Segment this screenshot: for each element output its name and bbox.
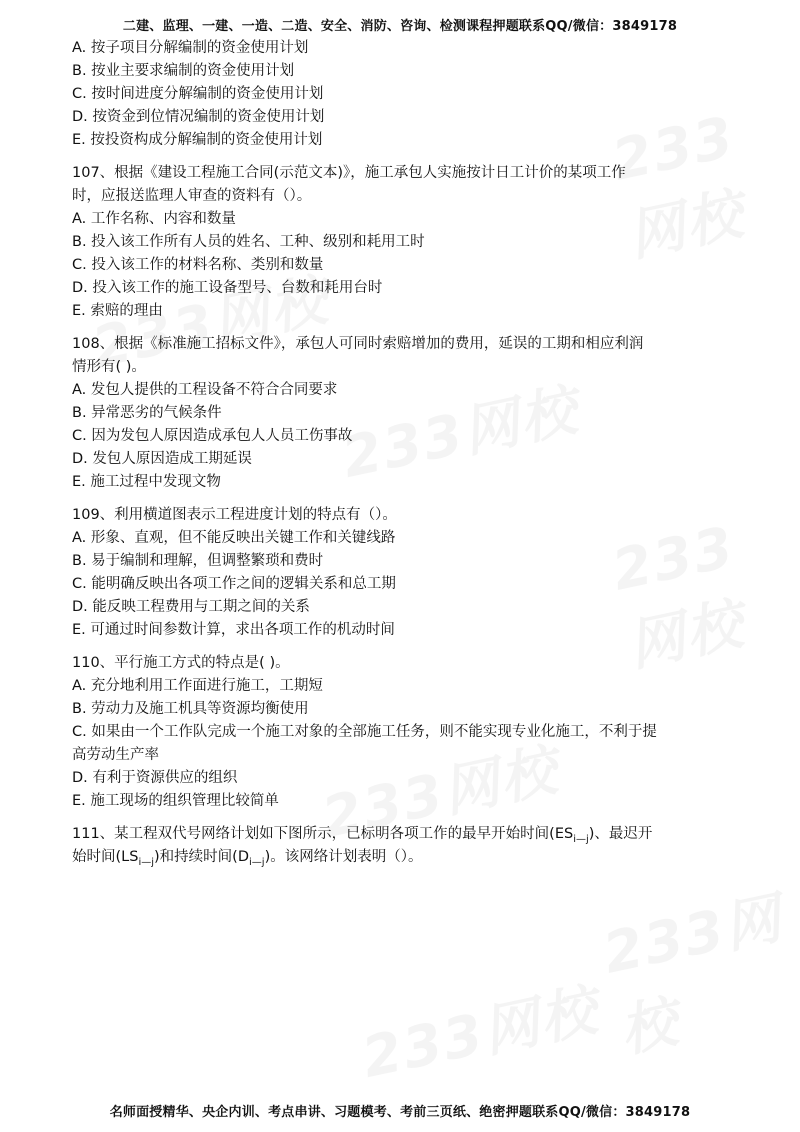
subscript: i—j — [249, 856, 265, 868]
option: E. 施工现场的组织管理比较简单 — [72, 793, 279, 809]
question-stem: 110、平行施工方式的特点是( )。 — [72, 655, 290, 671]
option: D. 按资金到位情况编制的资金使用计划 — [72, 109, 325, 125]
option: A. 形象、直观，但不能反映出关键工作和关键线路 — [72, 530, 396, 546]
option: A. 充分地利用工作面进行施工，工期短 — [72, 678, 323, 694]
option: 高劳动生产率 — [72, 747, 159, 763]
document-body — [72, 37, 762, 869]
option: E. 索赔的理由 — [72, 303, 163, 319]
page-footer: 名师面授精华、央企内训、考点串讲、习题模考、考前三页纸、绝密押题联系QQ/微信：3849178 — [109, 1105, 691, 1120]
option: B. 劳动力及施工机具等资源均衡使用 — [72, 701, 309, 717]
option: D. 能反映工程费用与工期之间的关系 — [72, 599, 310, 615]
question-107 — [72, 162, 762, 323]
option: D. 有利于资源供应的组织 — [72, 770, 238, 786]
option: D. 投入该工作的施工设备型号、台数和耗用台时 — [72, 280, 383, 296]
option: B. 易于编制和理解，但调整繁琐和费时 — [72, 553, 324, 569]
option: C. 按时间进度分解编制的资金使用计划 — [72, 86, 324, 102]
option: B. 按业主要求编制的资金使用计划 — [72, 63, 295, 79]
question-stem: 情形有( )。 — [72, 359, 146, 375]
option: A. 按子项目分解编制的资金使用计划 — [72, 40, 309, 56]
question-108 — [72, 333, 762, 494]
question-109 — [72, 504, 762, 642]
question-stem: 107、根据《建设工程施工合同(示范文本)》，施工承包人实施按计日工计价的某项工作 — [72, 165, 626, 181]
option: C. 投入该工作的材料名称、类别和数量 — [72, 257, 324, 273]
watermark — [595, 872, 800, 1068]
option: D. 发包人原因造成工期延误 — [72, 451, 252, 467]
watermark — [354, 966, 604, 1094]
question-110 — [72, 652, 762, 813]
subscript: i—j — [573, 833, 589, 845]
option: B. 异常恶劣的气候条件 — [72, 405, 222, 421]
prev-question-options — [72, 37, 762, 152]
question-stem: 108、根据《标准施工招标文件》，承包人可同时索赔增加的费用，延误的工期和相应利润 — [72, 336, 644, 352]
option: E. 施工过程中发现文物 — [72, 474, 221, 490]
option: C. 能明确反映出各项工作之间的逻辑关系和总工期 — [72, 576, 396, 592]
stem-text: )。该网络计划表明（）。 — [264, 849, 423, 865]
question-stem — [72, 823, 762, 846]
stem-text: )和持续时间(D — [154, 849, 249, 865]
option: C. 因为发包人原因造成承包人人员工伤事故 — [72, 428, 353, 444]
option: E. 可通过时间参数计算，求出各项工作的机动时间 — [72, 622, 395, 638]
stem-text: )、最迟开 — [588, 826, 653, 842]
question-stem: 109、利用横道图表示工程进度计划的特点有（）。 — [72, 507, 397, 523]
option: A. 工作名称、内容和数量 — [72, 211, 236, 227]
question-stem — [72, 846, 762, 869]
question-111 — [72, 823, 762, 869]
stem-text: 111、某工程双代号网络计划如下图所示，已标明各项工作的最早开始时间(ES — [72, 826, 574, 842]
question-stem: 时，应报送监理人审查的资料有（）。 — [72, 188, 312, 204]
page-header: 二建、监理、一建、一造、二造、安全、消防、咨询、检测课程押题联系QQ/微信：3849178 — [122, 19, 678, 34]
subscript: i—j — [138, 856, 155, 868]
option: C. 如果由一个工作队完成一个施工对象的全部施工任务，则不能实现专业化施工，不利于提 — [72, 724, 657, 740]
option: E. 按投资构成分解编制的资金使用计划 — [72, 132, 323, 148]
option: B. 投入该工作所有人员的姓名、工种、级别和耗用工时 — [72, 234, 425, 250]
stem-text: 始时间(LS — [72, 849, 139, 865]
option: A. 发包人提供的工程设备不符合合同要求 — [72, 382, 338, 398]
